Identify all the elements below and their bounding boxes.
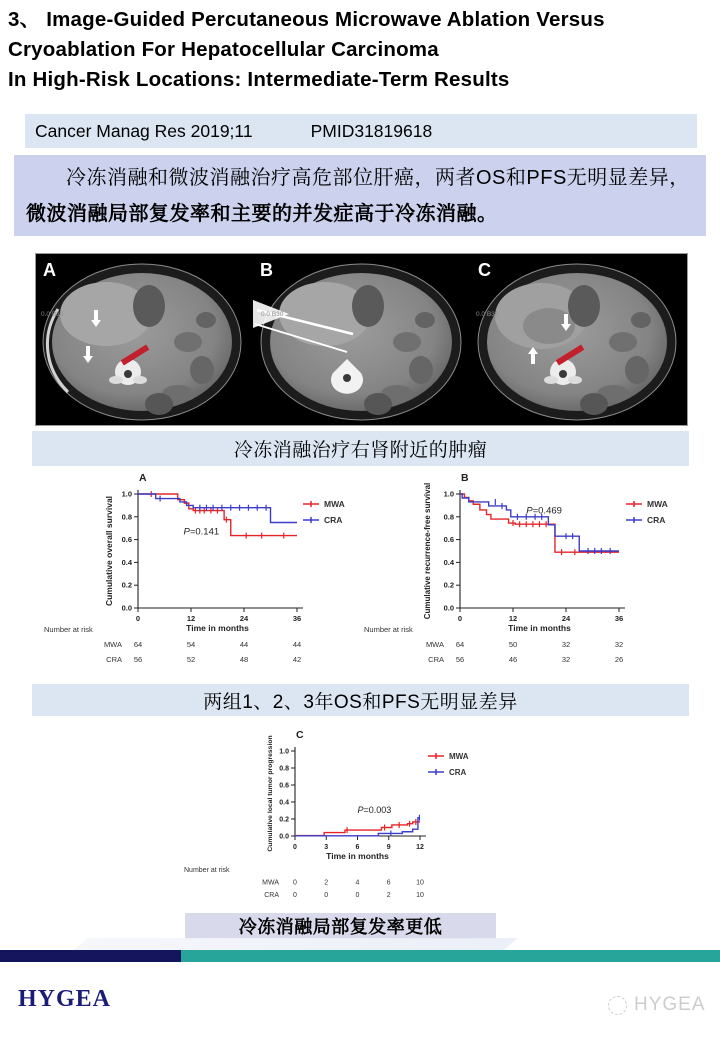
- svg-text:CRA: CRA: [264, 892, 279, 899]
- panel-letter-a: A: [43, 260, 56, 280]
- svg-text:1.0: 1.0: [121, 489, 132, 499]
- svg-text:0.8: 0.8: [443, 512, 454, 522]
- svg-text:0.4: 0.4: [443, 557, 454, 567]
- svg-text:0: 0: [355, 892, 360, 899]
- svg-text:CRA: CRA: [449, 768, 467, 777]
- svg-text:42: 42: [292, 655, 302, 664]
- svg-text:46: 46: [508, 655, 518, 664]
- svg-text:Time in months: Time in months: [326, 851, 389, 861]
- svg-text:2: 2: [386, 892, 391, 899]
- ct-overlay-text: 0.0 B30: [476, 311, 499, 318]
- local-tumor-progression-svg: [180, 726, 520, 908]
- svg-text:0: 0: [293, 892, 297, 899]
- svg-text:MWA: MWA: [647, 499, 668, 509]
- svg-text:0: 0: [293, 844, 297, 851]
- ct-overlay-text: 0.0 B30: [41, 311, 64, 318]
- svg-text:0.6: 0.6: [121, 535, 132, 545]
- svg-text:12: 12: [508, 614, 518, 623]
- svg-text:0.0: 0.0: [279, 833, 289, 841]
- svg-text:12: 12: [416, 844, 424, 851]
- watermark-text: HYGEA: [634, 994, 706, 1015]
- svg-text:Cumulative local tumor progres: Cumulative local tumor progression: [267, 735, 274, 852]
- svg-text:24: 24: [561, 614, 571, 623]
- svg-text:0.4: 0.4: [279, 799, 289, 807]
- ct-panel-b: [253, 254, 471, 425]
- svg-text:0.0: 0.0: [443, 603, 454, 613]
- summary-text-normal: 冷冻消融和微波消融治疗高危部位肝癌，两者OS和PFS无明显差异，: [66, 167, 690, 189]
- svg-text:0: 0: [135, 614, 141, 623]
- svg-text:1.0: 1.0: [279, 748, 289, 756]
- svg-text:0: 0: [293, 879, 297, 887]
- svg-text:9: 9: [386, 844, 391, 851]
- svg-text:C: C: [296, 729, 304, 741]
- svg-text:4: 4: [355, 879, 360, 887]
- svg-text:0.8: 0.8: [279, 765, 289, 773]
- svg-text:3: 3: [324, 844, 329, 851]
- journal-reference: Cancer Manag Res 2019;11: [35, 120, 253, 141]
- title-line-3: In High-Risk Locations: Intermediate-Term Results: [8, 68, 510, 91]
- svg-text:P=0.141: P=0.141: [183, 526, 220, 538]
- svg-text:Time in months: Time in months: [186, 623, 249, 633]
- svg-text:0: 0: [457, 614, 463, 623]
- svg-text:10: 10: [416, 879, 424, 887]
- svg-text:0.8: 0.8: [121, 512, 132, 522]
- ct-figure: [35, 253, 688, 426]
- local-tumor-progression-chart: [180, 726, 520, 913]
- svg-text:Time in months: Time in months: [508, 623, 571, 633]
- svg-text:0.6: 0.6: [443, 535, 454, 545]
- panel-letter-b: B: [260, 260, 273, 280]
- svg-text:0.6: 0.6: [279, 782, 289, 790]
- svg-text:32: 32: [561, 640, 571, 649]
- svg-text:2: 2: [324, 879, 329, 887]
- footer-navy-bar: [0, 950, 181, 962]
- svg-text:0: 0: [324, 892, 329, 899]
- svg-text:0.2: 0.2: [121, 580, 132, 590]
- ct-panel-a: [36, 254, 253, 425]
- summary-box: [14, 155, 706, 236]
- reference-bar: [25, 114, 697, 148]
- footer-teal-bar: [181, 950, 720, 962]
- svg-text:0.2: 0.2: [279, 816, 289, 824]
- svg-text:MWA: MWA: [425, 640, 444, 649]
- svg-text:MWA: MWA: [103, 640, 122, 649]
- svg-text:32: 32: [561, 655, 571, 664]
- title-line-2: Cryoablation For Hepatocellular Carcinoma: [8, 38, 439, 61]
- svg-text:MWA: MWA: [262, 879, 279, 887]
- ct-panel-c: [471, 254, 687, 425]
- page-title: [8, 5, 714, 95]
- svg-text:A: A: [139, 472, 147, 484]
- svg-text:Number at risk: Number at risk: [44, 625, 93, 634]
- svg-text:P=0.003: P=0.003: [357, 805, 392, 816]
- ltp-caption-bar: [185, 913, 496, 939]
- svg-text:26: 26: [614, 655, 624, 664]
- svg-text:1.0: 1.0: [443, 489, 454, 499]
- km-caption-bar: [32, 684, 689, 716]
- svg-text:B: B: [461, 472, 469, 484]
- recurrence-free-survival-chart: [360, 468, 690, 683]
- svg-text:Number at risk: Number at risk: [184, 867, 230, 874]
- ct-caption-text: 冷冻消融治疗右肾附近的肿瘤: [233, 440, 488, 461]
- hygea-logo: HYGEA: [18, 986, 112, 1012]
- svg-text:CRA: CRA: [428, 655, 444, 664]
- panel-letter-c: C: [478, 260, 491, 280]
- svg-text:0.2: 0.2: [443, 580, 454, 590]
- svg-text:64: 64: [133, 640, 143, 649]
- svg-text:44: 44: [239, 640, 249, 649]
- svg-text:Cumulative recurrence-free sur: Cumulative recurrence-free survival: [423, 482, 432, 620]
- svg-text:64: 64: [455, 640, 465, 649]
- svg-text:54: 54: [186, 640, 196, 649]
- pmid-reference: PMID31819618: [310, 120, 433, 141]
- svg-text:48: 48: [239, 655, 249, 664]
- svg-text:24: 24: [239, 614, 249, 623]
- svg-text:50: 50: [508, 640, 518, 649]
- svg-text:0.4: 0.4: [121, 557, 132, 567]
- svg-text:CRA: CRA: [106, 655, 122, 664]
- svg-text:P=0.469: P=0.469: [526, 505, 562, 517]
- svg-text:32: 32: [614, 640, 624, 649]
- overall-survival-svg: [40, 468, 360, 678]
- svg-text:56: 56: [455, 655, 465, 664]
- title-line-1: 3、 Image-Guided Percutaneous Microwave Ablation Versus: [8, 8, 605, 31]
- ct-overlay-text: 0.0 B30: [261, 311, 284, 318]
- svg-text:MWA: MWA: [324, 499, 345, 509]
- svg-text:44: 44: [292, 640, 302, 649]
- svg-text:Cumulative overall survival: Cumulative overall survival: [104, 495, 114, 607]
- ltp-caption-text: 冷冻消融局部复发率更低: [238, 917, 443, 937]
- svg-text:CRA: CRA: [324, 515, 343, 525]
- svg-text:36: 36: [292, 614, 302, 623]
- watermark-logo-icon: [608, 996, 627, 1015]
- hygea-watermark: [608, 994, 706, 1016]
- svg-text:CRA: CRA: [647, 515, 666, 525]
- summary-text-bold: 微波消融局部复发率和主要的并发症高于冷冻消融。: [26, 203, 498, 225]
- overall-survival-chart: [40, 468, 360, 683]
- svg-text:56: 56: [133, 655, 143, 664]
- svg-text:6: 6: [386, 879, 391, 887]
- svg-text:6: 6: [355, 844, 360, 851]
- svg-text:MWA: MWA: [449, 752, 469, 761]
- svg-text:0.0: 0.0: [121, 603, 132, 613]
- svg-text:52: 52: [186, 655, 196, 664]
- svg-text:12: 12: [186, 614, 196, 623]
- recurrence-free-survival-svg: [360, 468, 690, 678]
- svg-text:10: 10: [416, 892, 424, 899]
- svg-text:36: 36: [614, 614, 624, 623]
- svg-text:Number at risk: Number at risk: [364, 625, 413, 634]
- km-caption-text: 两组1、2、3年OS和PFS无明显差异: [203, 691, 518, 713]
- ct-caption-bar: [32, 431, 689, 466]
